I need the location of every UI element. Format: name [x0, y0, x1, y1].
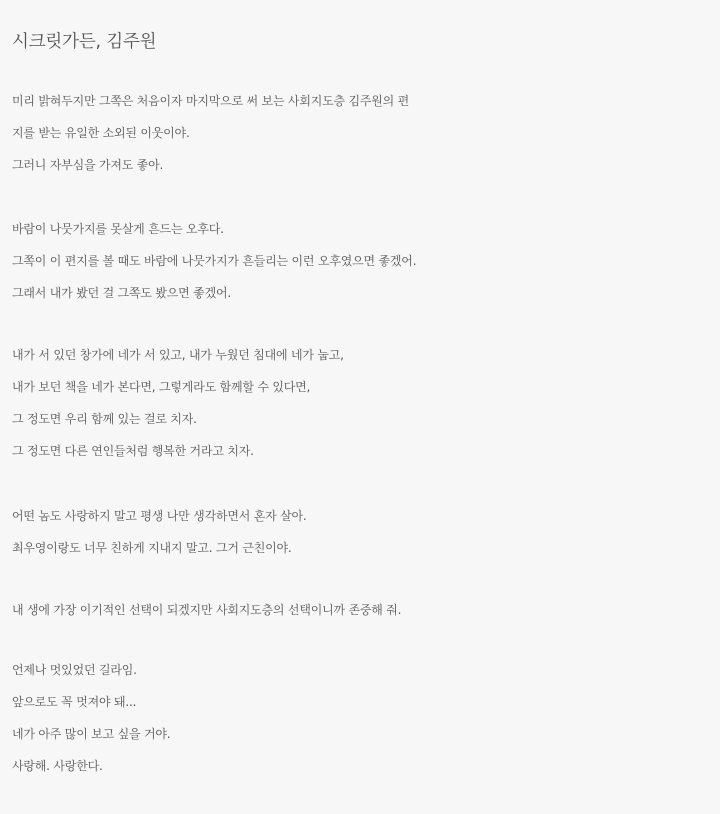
- text-line: 그 정도면 다른 연인들처럼 행복한 거라고 치자.: [12, 444, 254, 458]
- paragraph-5: [12, 594, 716, 626]
- paragraph-4: [12, 500, 716, 564]
- text-line: 지를 받는 유일한 소외된 이웃이야.: [12, 126, 190, 140]
- paragraph-6: [12, 654, 716, 782]
- text-line: 네가 아주 많이 보고 싶을 거야.: [12, 727, 171, 741]
- paragraph-1: [12, 85, 716, 181]
- text-line: 그래서 내가 봤던 걸 그쪽도 봤으면 좋겠어.: [12, 286, 231, 300]
- text-line: 바람이 나뭇가지를 못살게 흔드는 오후다.: [12, 222, 224, 236]
- letter-title: 시크릿가든, 김주원: [12, 32, 157, 52]
- text-line: 내가 서 있던 창가에 네가 서 있고, 내가 누웠던 침대에 네가 눕고,: [12, 348, 344, 362]
- paragraph-2: [12, 213, 716, 309]
- text-line: 최우영이랑도 너무 친하게 지내지 말고. 그거 근친이야.: [12, 541, 292, 555]
- text-line: 내가 보던 책을 네가 본다면, 그렇게라도 함께할 수 있다면,: [12, 380, 311, 394]
- text-line: 어떤 놈도 사랑하지 말고 평생 나만 생각하면서 혼자 살아.: [12, 509, 307, 523]
- text-line: 미리 밝혀두지만 그쪽은 처음이자 마지막으로 써 보는 사회지도층 김주원의 편: [12, 94, 410, 108]
- text-line: 언제나 멋있었던 길라임.: [12, 663, 137, 677]
- paragraph-3: [12, 339, 716, 467]
- text-line: 앞으로도 꼭 멋져야 돼...: [12, 695, 137, 709]
- text-line: 사랑해. 사랑한다.: [12, 759, 103, 773]
- text-line: 그러니 자부심을 가져도 좋아.: [12, 158, 164, 172]
- text-line: 내 생에 가장 이기적인 선택이 되겠지만 사회지도층의 선택이니까 존중해 줘.: [12, 603, 402, 617]
- text-line: 그쪽이 이 편지를 볼 때도 바람에 나뭇가지가 흔들리는 이런 오후였으면 좋겠어.: [12, 254, 417, 268]
- text-line: 그 정도면 우리 함께 있는 걸로 치자.: [12, 412, 197, 426]
